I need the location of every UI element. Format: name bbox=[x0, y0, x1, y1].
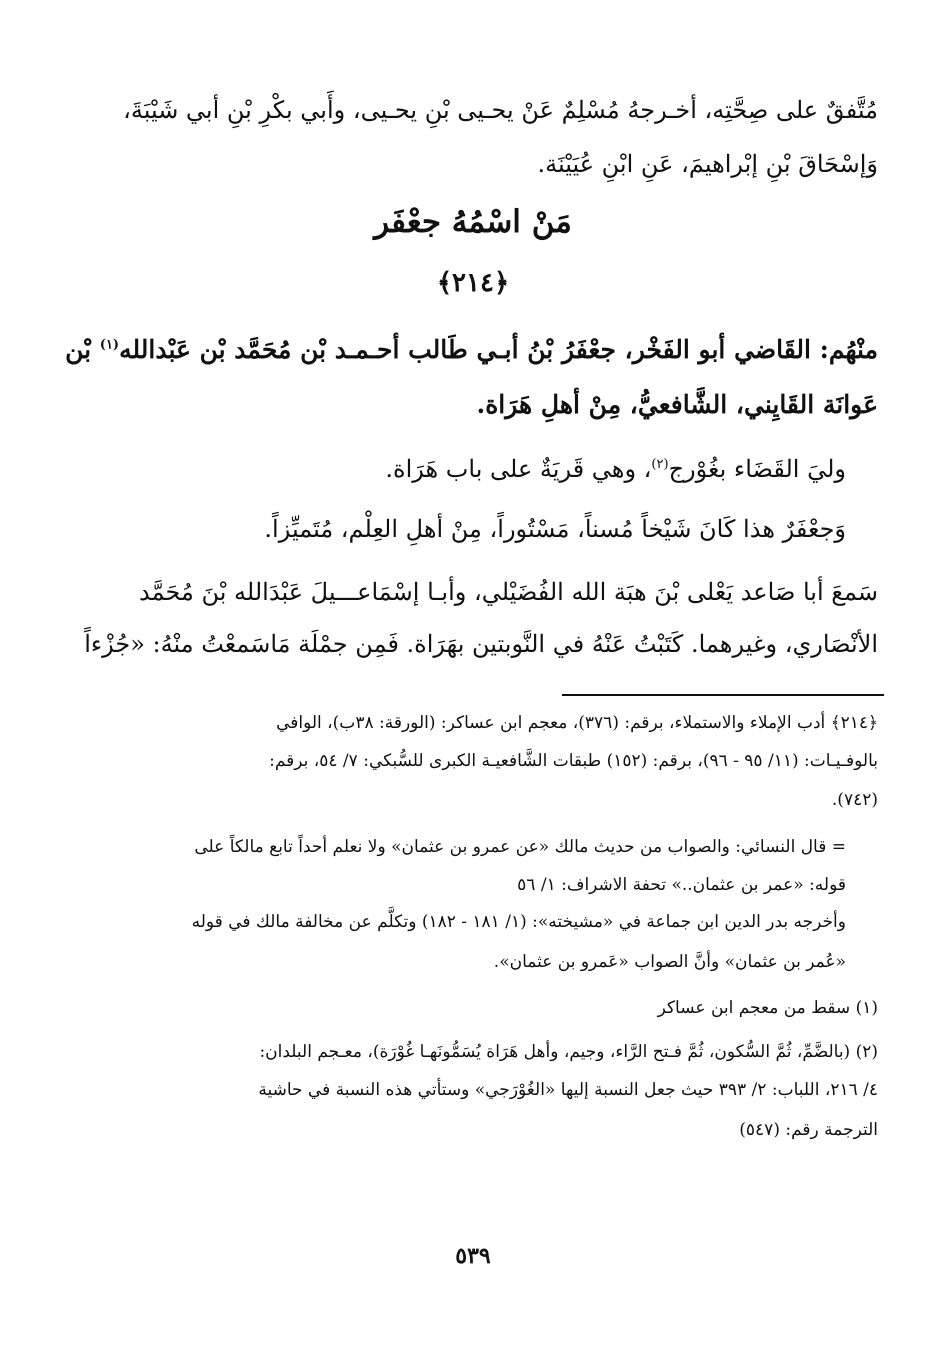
intro-line-2: وَإسْحَاقَ بْنِ إبْراهيمَ، عَنِ ابْنِ عُيَيْنَة. bbox=[537, 150, 878, 178]
body-line-1-text: وليَ القَضَاء بغُوْرج bbox=[668, 455, 846, 483]
footnote-line: ﴿٢١٤﴾ أدب الإملاء والاستملاء، برقم: (٣٧٦)، معجم ابن عساكر: (الورقة: ٣٨ب)، الوافي bbox=[276, 713, 878, 733]
footnote-line: بالوفـيـات: (١١/ ٩٥ - ٩٦)، برقم: (١٥٢) طبقات الشَّافعيـة الكبرى للسُّبكي: ٧/ ٥٤، برقم: bbox=[269, 751, 878, 771]
page-number: ٥٣٩ bbox=[455, 1243, 491, 1269]
name-line-1-end: بْن bbox=[65, 335, 100, 364]
footnote-line: (٧٤٢). bbox=[831, 790, 878, 810]
section-heading: مَنْ اسْمُهُ جعْفَر bbox=[374, 204, 572, 240]
footnote-line: = قال النسائي: والصواب من حديث مالك «عن عمرو بن عثمان» ولا نعلم أحداً تابع مالكاً على bbox=[194, 837, 846, 857]
footnote-line: (٢) (بالضَّمِّ، ثُمَّ السُّكون، ثُمَّ فـتح الرَّاء، وجيم، وأهل هَرَاة يُسَمُّونَهـا غُوْرَة)، معـجم البلدان: bbox=[259, 1042, 878, 1062]
footnote-line: وأخرجه بدر الدين ابن جماعة في «مشيخته»: (١/ ١٨١ - ١٨٢) وتكلَّم عن مخالفة مالك في قوله bbox=[191, 912, 846, 932]
footnote-line: قوله: «عمر بن عثمان..» تحفة الاشراف: ١/ ٥٦ bbox=[517, 875, 846, 895]
footnote-line: ٤/ ٢١٦، اللباب: ٢/ ٣٩٣ حيث جعل النسبة إليها «الغُوْرَجي» وستأتي هذه النسبة في حاشية bbox=[258, 1080, 878, 1100]
footnote-line: الترجمة رقم: (٥٤٧) bbox=[739, 1120, 878, 1140]
footnote-separator bbox=[562, 694, 884, 696]
intro-line-1: مُتَّفقٌ على صِحَّتِه، أخـرجهُ مُسْلِمٌ عَنْ يحـيى بْنِ يحـيى، وأَبي بكْرِ بْنِ أبي شَيْبَةَ، bbox=[123, 96, 878, 124]
footnote-line: «عُمر بن عثمان» وأنَّ الصواب «عَمرو بن عثمان». bbox=[493, 952, 846, 972]
footnote-ref-2: (٢) bbox=[651, 457, 669, 472]
entry-number: ﴿٢١٤﴾ bbox=[436, 268, 510, 298]
footnote-ref-1: (١) bbox=[99, 337, 120, 353]
name-line-1 bbox=[65, 335, 878, 364]
body-line-2: وَجعْفَرٌ هذا كَانَ شَيْخاً مُسناً، مَسْتُوراً، مِنْ أهلِ العِلْم، مُتَميِّزاً. bbox=[264, 515, 846, 543]
body-line-3: سَمعَ أبا صَاعد يَعْلى بْنَ هبَة الله الفُضَيْلي، وأبـا إسْمَاعـــيلَ عَبْدَالله بْنَ مُحَمَّد bbox=[139, 578, 878, 606]
footnote-line: (١) سقط من معجم ابن عساكر bbox=[657, 998, 878, 1018]
name-line-1-text: منْهُم: القَاضي أبو الفَخْر، جعْفَرُ بْنُ أبـي طَالب أحـمـد بْن مُحَمَّد بْن عَبْدالله bbox=[119, 335, 878, 364]
body-line-4: الأنْصَاري، وغيرهما. كَتَبْتُ عَنْهُ في النَّوبتين بهَرَاة. فَمِن جمْلَة مَاسَمعْتُ منْهُ: «جُزْءاً bbox=[84, 630, 878, 658]
body-line-1-end: ، وهي قَريَةٌ على باب هَرَاة. bbox=[385, 455, 652, 483]
body-line-1 bbox=[385, 455, 846, 483]
name-line-2: عَوانَة القَايِني، الشَّافعيُّ، مِنْ أهلِ هَرَاة. bbox=[476, 390, 878, 419]
